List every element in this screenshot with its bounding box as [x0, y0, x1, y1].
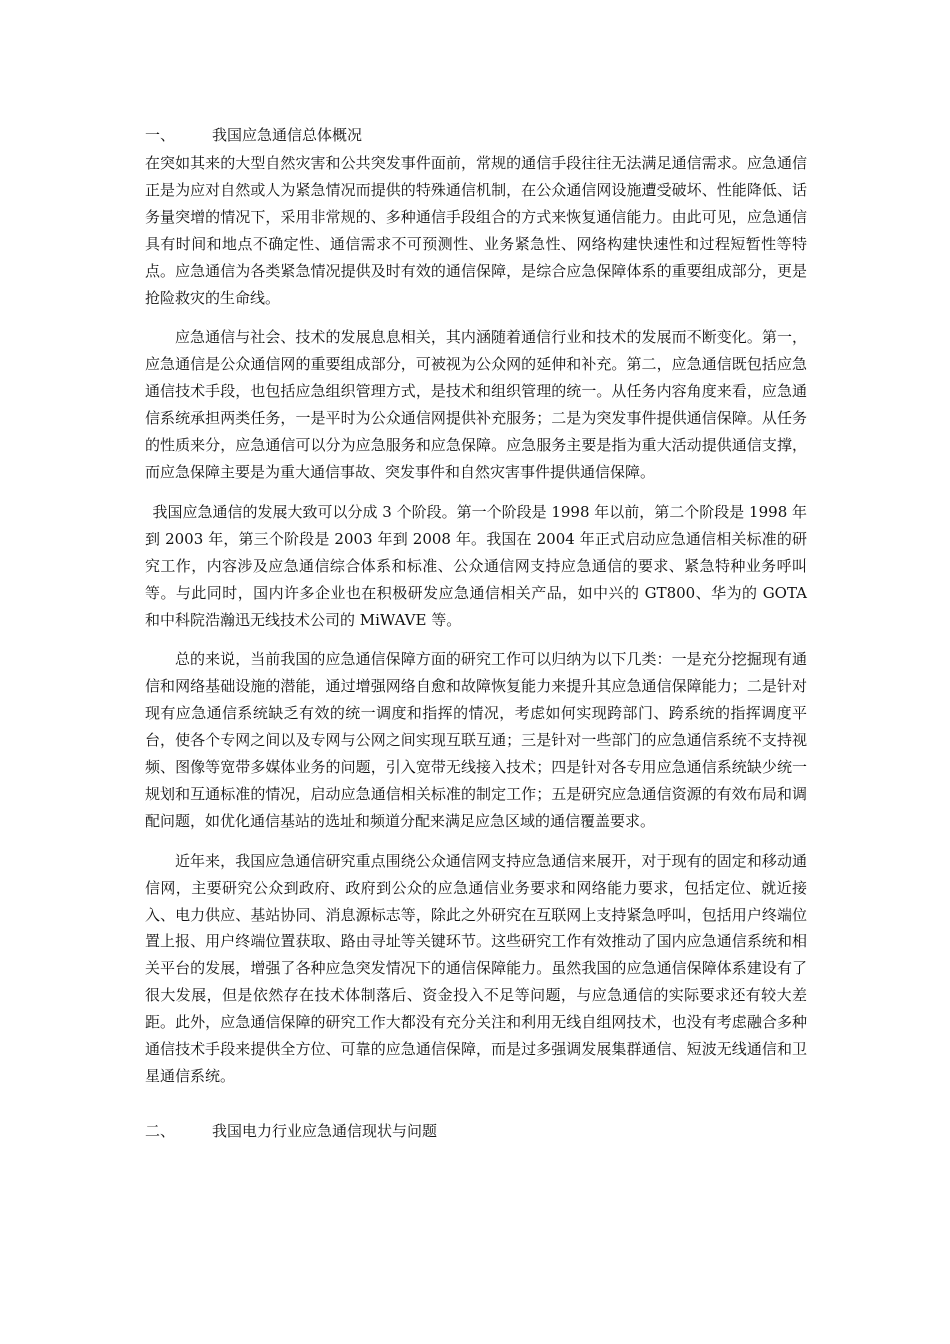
- section-number-2: 二、: [145, 1121, 176, 1140]
- section-number-1: 一、: [145, 126, 176, 144]
- section-heading-2: [145, 1116, 807, 1146]
- section-heading-1: [145, 120, 807, 150]
- section-title-1: 我国应急通信总体概况: [212, 126, 363, 144]
- paragraph-recent-research: 近年来，我国应急通信研究重点围绕公众通信网支持应急通信来展开，对于现有的固定和移动通信网，主要研究公众到政府、政府到公众的应急通信业务要求和网络能力要求，包括定位、就近接入、电力供应、基站协同、消息源标志等，除此之外研究在互联网上支持紧急呼叫，包括用户终端位置上报、用户终端位置获取、路由寻址等关键环节。这些研究工作有效推动了国内应急通信系统和相关平台的发展，增强了各种应急突发情况下的通信保障能力。虽然我国的应急通信保障体系建设有了很大发展，但是依然存在技术体制落后、资金投入不足等问题，与应急通信的实际要求还有较大差距。此外，应急通信保障的研究工作大都没有充分关注和利用无线自组网技术，也没有考虑融合多种通信技术手段来提供全方位、可靠的应急通信保障，而是过多强调发展集群通信、短波无线通信和卫星通信系统。: [145, 851, 807, 1085]
- paragraph-development-stages: 我国应急通信的发展大致可以分成 3 个阶段。第一个阶段是 1998 年以前，第二个阶段是 1998 年到 2003 年，第三个阶段是 2003 年到 2008 年。我国在 2004 年正式启动应急通信相关标准的研究工作，内容涉及应急通信综合体系和标准、公众通信网支持应急通信的要求、紧急特种业务呼叫等。与此同时，国内许多企业也在积极研发应急通信相关产品，如中兴的 GT800、华为的 GOTA 和中科院浩瀚迅无线技术公司的 MiWAVE 等。: [145, 502, 808, 629]
- document-page: [145, 120, 807, 1146]
- paragraph-research-categories: 总的来说，当前我国的应急通信保障方面的研究工作可以归纳为以下几类：一是充分挖掘现有通信和网络基础设施的潜能，通过增强网络自愈和故障恢复能力来提升其应急通信保障能力；二是针对现有应急通信系统缺乏有效的统一调度和指挥的情况，考虑如何实现跨部门、跨系统的指挥调度平台，使各个专网之间以及专网与公网之间实现互联互通；三是针对一些部门的应急通信系统不支持视频、图像等宽带多媒体业务的问题，引入宽带无线接入技术；四是针对各专用应急通信系统缺少统一规划和互通标准的情况，启动应急通信相关标准的制定工作；五是研究应急通信资源的有效布局和调配问题，如优化通信基站的选址和频道分配来满足应急区域的通信覆盖要求。: [145, 650, 807, 830]
- paragraph-overview: 在突如其来的大型自然灾害和公共突发事件面前，常规的通信手段往往无法满足通信需求。应急通信正是为应对自然或人为紧急情况而提供的特殊通信机制，在公众通信网设施遭受破坏、性能降低、话务量突增的情况下，采用非常规的、多种通信手段组合的方式来恢复通信能力。由此可见，应急通信具有时间和地点不确定性、通信需求不可预测性、业务紧急性、网络构建快速性和过程短暂性等特点。应急通信为各类紧急情况提供及时有效的通信保障，是综合应急保障体系的重要组成部分，更是抢险救灾的生命线。: [145, 154, 807, 307]
- paragraph-connotation: 应急通信与社会、技术的发展息息相关，其内涵随着通信行业和技术的发展而不断变化。第一，应急通信是公众通信网的重要组成部分，可被视为公众网的延伸和补充。第二，应急通信既包括应急通信技术手段，也包括应急组织管理方式，是技术和组织管理的统一。从任务内容角度来看，应急通信系统承担两类任务，一是平时为公众通信网提供补充服务；二是为突发事件提供通信保障。从任务的性质来分，应急通信可以分为应急服务和应急保障。应急服务主要是指为重大活动提供通信支撑，而应急保障主要是为重大通信事故、突发事件和自然灾害事件提供通信保障。: [145, 328, 807, 481]
- section-title-2: 我国电力行业应急通信现状与问题: [212, 1121, 438, 1140]
